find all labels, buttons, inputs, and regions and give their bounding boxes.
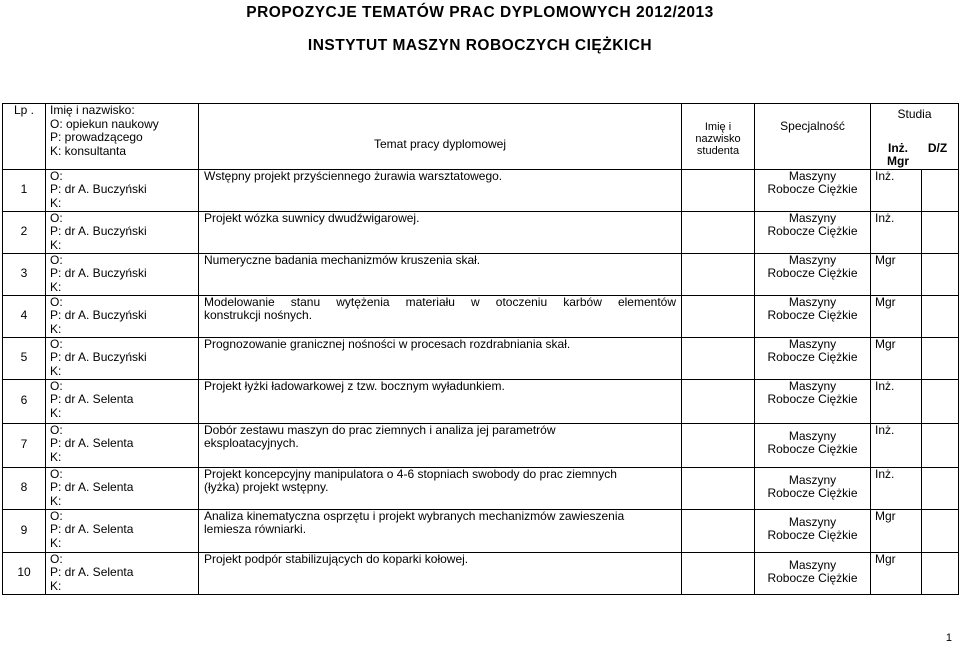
page-number: 1 — [945, 632, 952, 644]
row-topic — [199, 169, 682, 211]
table-row — [3, 467, 959, 509]
row-prowadzacy: P: dr A. Selenta — [50, 565, 134, 580]
row-topic-line: Numeryczne badania mechanizmów kruszenia skał. — [204, 253, 481, 267]
row-specialty-line2: Robocze Ciężkie — [767, 571, 858, 586]
row-lp: 8 — [3, 467, 46, 509]
row-dz — [922, 211, 959, 253]
row-lp: 6 — [3, 379, 46, 423]
row-prowadzacy: P: dr A. Selenta — [50, 522, 134, 537]
row-konsultant: K: — [50, 578, 62, 593]
row-opiekun: O: — [50, 337, 63, 351]
row-topic — [199, 211, 682, 253]
row-topic-line: Projekt podpór stabilizujących do koparki kołowej. — [204, 552, 469, 566]
row-person — [46, 467, 199, 509]
row-prowadzacy: P: dr A. Buczyński — [50, 266, 147, 281]
row-person — [46, 379, 199, 423]
row-konsultant: K: — [50, 363, 62, 378]
row-specialty-line2: Robocze Ciężkie — [767, 308, 858, 323]
row-student — [682, 552, 755, 594]
row-topic — [199, 423, 682, 467]
row-specialty-line2: Robocze Ciężkie — [767, 224, 858, 239]
row-konsultant: K: — [50, 405, 62, 420]
row-topic-line: Prognozowanie granicznej nośności w procesach rozdrabniania skał. — [204, 337, 571, 351]
row-specialty-line2: Robocze Ciężkie — [767, 392, 858, 407]
header-student — [682, 104, 755, 170]
row-topic-line: (łyżka) projekt wstępny. — [204, 480, 329, 495]
row-dz — [922, 467, 959, 509]
row-specialty-line2: Robocze Ciężkie — [767, 528, 858, 543]
row-prowadzacy: P: dr A. Selenta — [50, 436, 134, 451]
header-studia-label: Studia — [897, 107, 932, 121]
row-specialty-line2: Robocze Ciężkie — [767, 486, 858, 501]
row-person — [46, 552, 199, 594]
row-lp: 10 — [3, 552, 46, 594]
row-student — [682, 253, 755, 295]
row-dz — [922, 552, 959, 594]
header-studia-inz: Inż. — [888, 140, 908, 155]
row-lp: 4 — [3, 295, 46, 337]
row-opiekun: O: — [50, 253, 63, 267]
row-specialty-line1: Maszyny — [788, 379, 837, 393]
row-prowadzacy: P: dr A. Selenta — [50, 480, 134, 495]
row-lp: 9 — [3, 509, 46, 552]
header-studia-mgr: Mgr — [887, 154, 909, 169]
header-student-line3: studenta — [696, 145, 740, 158]
row-specialty — [755, 295, 871, 337]
row-lp: 2 — [3, 211, 46, 253]
row-student — [682, 467, 755, 509]
row-specialty-line1: Maszyny — [788, 428, 837, 443]
row-topic-line: Modelowanie stanu wytężenia materiału w otoczeniu karbów elementów — [204, 295, 676, 309]
row-person — [46, 169, 199, 211]
row-opiekun: O: — [50, 423, 63, 437]
header-person-line4: K: konsultanta — [50, 143, 127, 158]
row-specialty-line2: Robocze Ciężkie — [767, 182, 858, 197]
table-row — [3, 169, 959, 211]
row-opiekun: O: — [50, 211, 63, 225]
row-level: Inż. — [871, 379, 922, 423]
row-konsultant: K: — [50, 195, 62, 210]
table-row — [3, 295, 959, 337]
row-level: Inż. — [871, 211, 922, 253]
row-specialty-line1: Maszyny — [788, 557, 837, 572]
row-konsultant: K: — [50, 279, 62, 294]
row-level: Mgr — [871, 337, 922, 379]
row-person — [46, 295, 199, 337]
row-opiekun: O: — [50, 509, 63, 523]
row-specialty-line1: Maszyny — [788, 253, 837, 267]
row-student — [682, 379, 755, 423]
row-specialty-line1: Maszyny — [788, 211, 837, 225]
header-studia-level — [875, 142, 921, 169]
row-person — [46, 423, 199, 467]
row-level: Inż. — [871, 169, 922, 211]
row-topic — [199, 509, 682, 552]
row-lp: 7 — [3, 423, 46, 467]
row-student — [682, 423, 755, 467]
row-topic-line: Projekt koncepcyjny manipulatora o 4-6 stopniach swobody do prac ziemnych — [204, 467, 617, 481]
topics-table — [2, 103, 959, 595]
row-topic — [199, 295, 682, 337]
table-row — [3, 211, 959, 253]
row-specialty — [755, 211, 871, 253]
row-specialty — [755, 253, 871, 295]
row-dz — [922, 169, 959, 211]
header-specialty: Specjalność — [755, 104, 871, 170]
row-dz — [922, 379, 959, 423]
row-specialty — [755, 509, 871, 552]
table-row — [3, 509, 959, 552]
row-dz — [922, 509, 959, 552]
row-student — [682, 169, 755, 211]
row-specialty — [755, 337, 871, 379]
row-student — [682, 509, 755, 552]
row-student — [682, 337, 755, 379]
row-person — [46, 211, 199, 253]
row-topic-line: lemiesza równiarki. — [204, 522, 307, 537]
row-prowadzacy: P: dr A. Buczyński — [50, 350, 147, 365]
row-specialty-line1: Maszyny — [788, 169, 837, 183]
row-topic — [199, 253, 682, 295]
row-prowadzacy: P: dr A. Buczyński — [50, 224, 147, 239]
row-specialty-line1: Maszyny — [788, 295, 837, 309]
row-opiekun: O: — [50, 295, 63, 309]
row-lp: 5 — [3, 337, 46, 379]
header-student-line1: Imię i — [704, 121, 732, 134]
row-level: Inż. — [871, 467, 922, 509]
row-dz — [922, 423, 959, 467]
row-specialty — [755, 379, 871, 423]
row-specialty-line1: Maszyny — [788, 514, 837, 529]
row-specialty — [755, 169, 871, 211]
table-row — [3, 552, 959, 594]
header-topic: Temat pracy dyplomowej — [199, 104, 682, 170]
row-person — [46, 337, 199, 379]
row-dz — [922, 337, 959, 379]
row-lp: 3 — [3, 253, 46, 295]
row-opiekun: O: — [50, 169, 63, 183]
table-row — [3, 253, 959, 295]
row-dz — [922, 295, 959, 337]
row-person — [46, 253, 199, 295]
row-specialty-line2: Robocze Ciężkie — [767, 350, 858, 365]
row-topic-line: konstrukcji nośnych. — [204, 308, 313, 323]
row-person — [46, 509, 199, 552]
row-topic-line: Projekt wózka suwnicy dwudźwigarowej. — [204, 211, 420, 225]
row-opiekun: O: — [50, 379, 63, 393]
header-person — [46, 104, 199, 170]
row-topic-line: Dobór zestawu maszyn do prac ziemnych i analiza jej parametrów — [204, 423, 556, 437]
table-row — [3, 423, 959, 467]
row-konsultant: K: — [50, 535, 62, 550]
row-specialty-line1: Maszyny — [788, 472, 837, 487]
row-konsultant: K: — [50, 493, 62, 508]
row-topic-line: Analiza kinematyczna osprzętu i projekt wybranych mechanizmów zawieszenia — [204, 509, 625, 523]
document-subtitle: INSTYTUT MASZYN ROBOCZYCH CIĘŻKICH — [307, 37, 653, 54]
header-studia-dz: D/Z — [927, 140, 948, 155]
row-level: Mgr — [871, 552, 922, 594]
row-topic — [199, 337, 682, 379]
row-konsultant: K: — [50, 237, 62, 252]
row-konsultant: K: — [50, 449, 62, 464]
row-specialty-line2: Robocze Ciężkie — [767, 266, 858, 281]
header-person-line1: Imię i nazwisko: — [50, 103, 135, 117]
table-header-row — [3, 104, 959, 170]
header-student-line2: nazwisko — [695, 133, 741, 146]
row-level: Inż. — [871, 423, 922, 467]
row-lp: 1 — [3, 169, 46, 211]
row-topic — [199, 552, 682, 594]
row-konsultant: K: — [50, 321, 62, 336]
row-level: Mgr — [871, 253, 922, 295]
header-studia — [871, 104, 959, 170]
row-prowadzacy: P: dr A. Buczyński — [50, 308, 147, 323]
row-opiekun: O: — [50, 552, 63, 566]
row-level: Mgr — [871, 295, 922, 337]
row-student — [682, 211, 755, 253]
row-dz — [922, 253, 959, 295]
table-row — [3, 337, 959, 379]
row-topic-line: Projekt łyżki ładowarkowej z tzw. bocznym wyładunkiem. — [204, 379, 505, 393]
table-row — [3, 379, 959, 423]
header-person-line3: P: prowadzącego — [50, 130, 143, 145]
header-lp: Lp . — [3, 104, 46, 170]
row-prowadzacy: P: dr A. Buczyński — [50, 182, 147, 197]
row-specialty — [755, 423, 871, 467]
row-specialty-line2: Robocze Ciężkie — [767, 442, 858, 457]
row-specialty-line1: Maszyny — [788, 337, 837, 351]
header-person-line2: O: opiekun naukowy — [50, 116, 159, 131]
row-specialty — [755, 467, 871, 509]
row-specialty — [755, 552, 871, 594]
row-topic-line: Wstępny projekt przyściennego żurawia warsztatowego. — [204, 169, 503, 183]
row-topic-line: eksploatacyjnych. — [204, 436, 299, 451]
row-level: Mgr — [871, 509, 922, 552]
row-student — [682, 295, 755, 337]
document-title: PROPOZYCJE TEMATÓW PRAC DYPLOMOWYCH 2012/2013 — [246, 4, 714, 21]
row-prowadzacy: P: dr A. Selenta — [50, 392, 134, 407]
row-topic — [199, 467, 682, 509]
row-topic — [199, 379, 682, 423]
row-opiekun: O: — [50, 467, 63, 481]
